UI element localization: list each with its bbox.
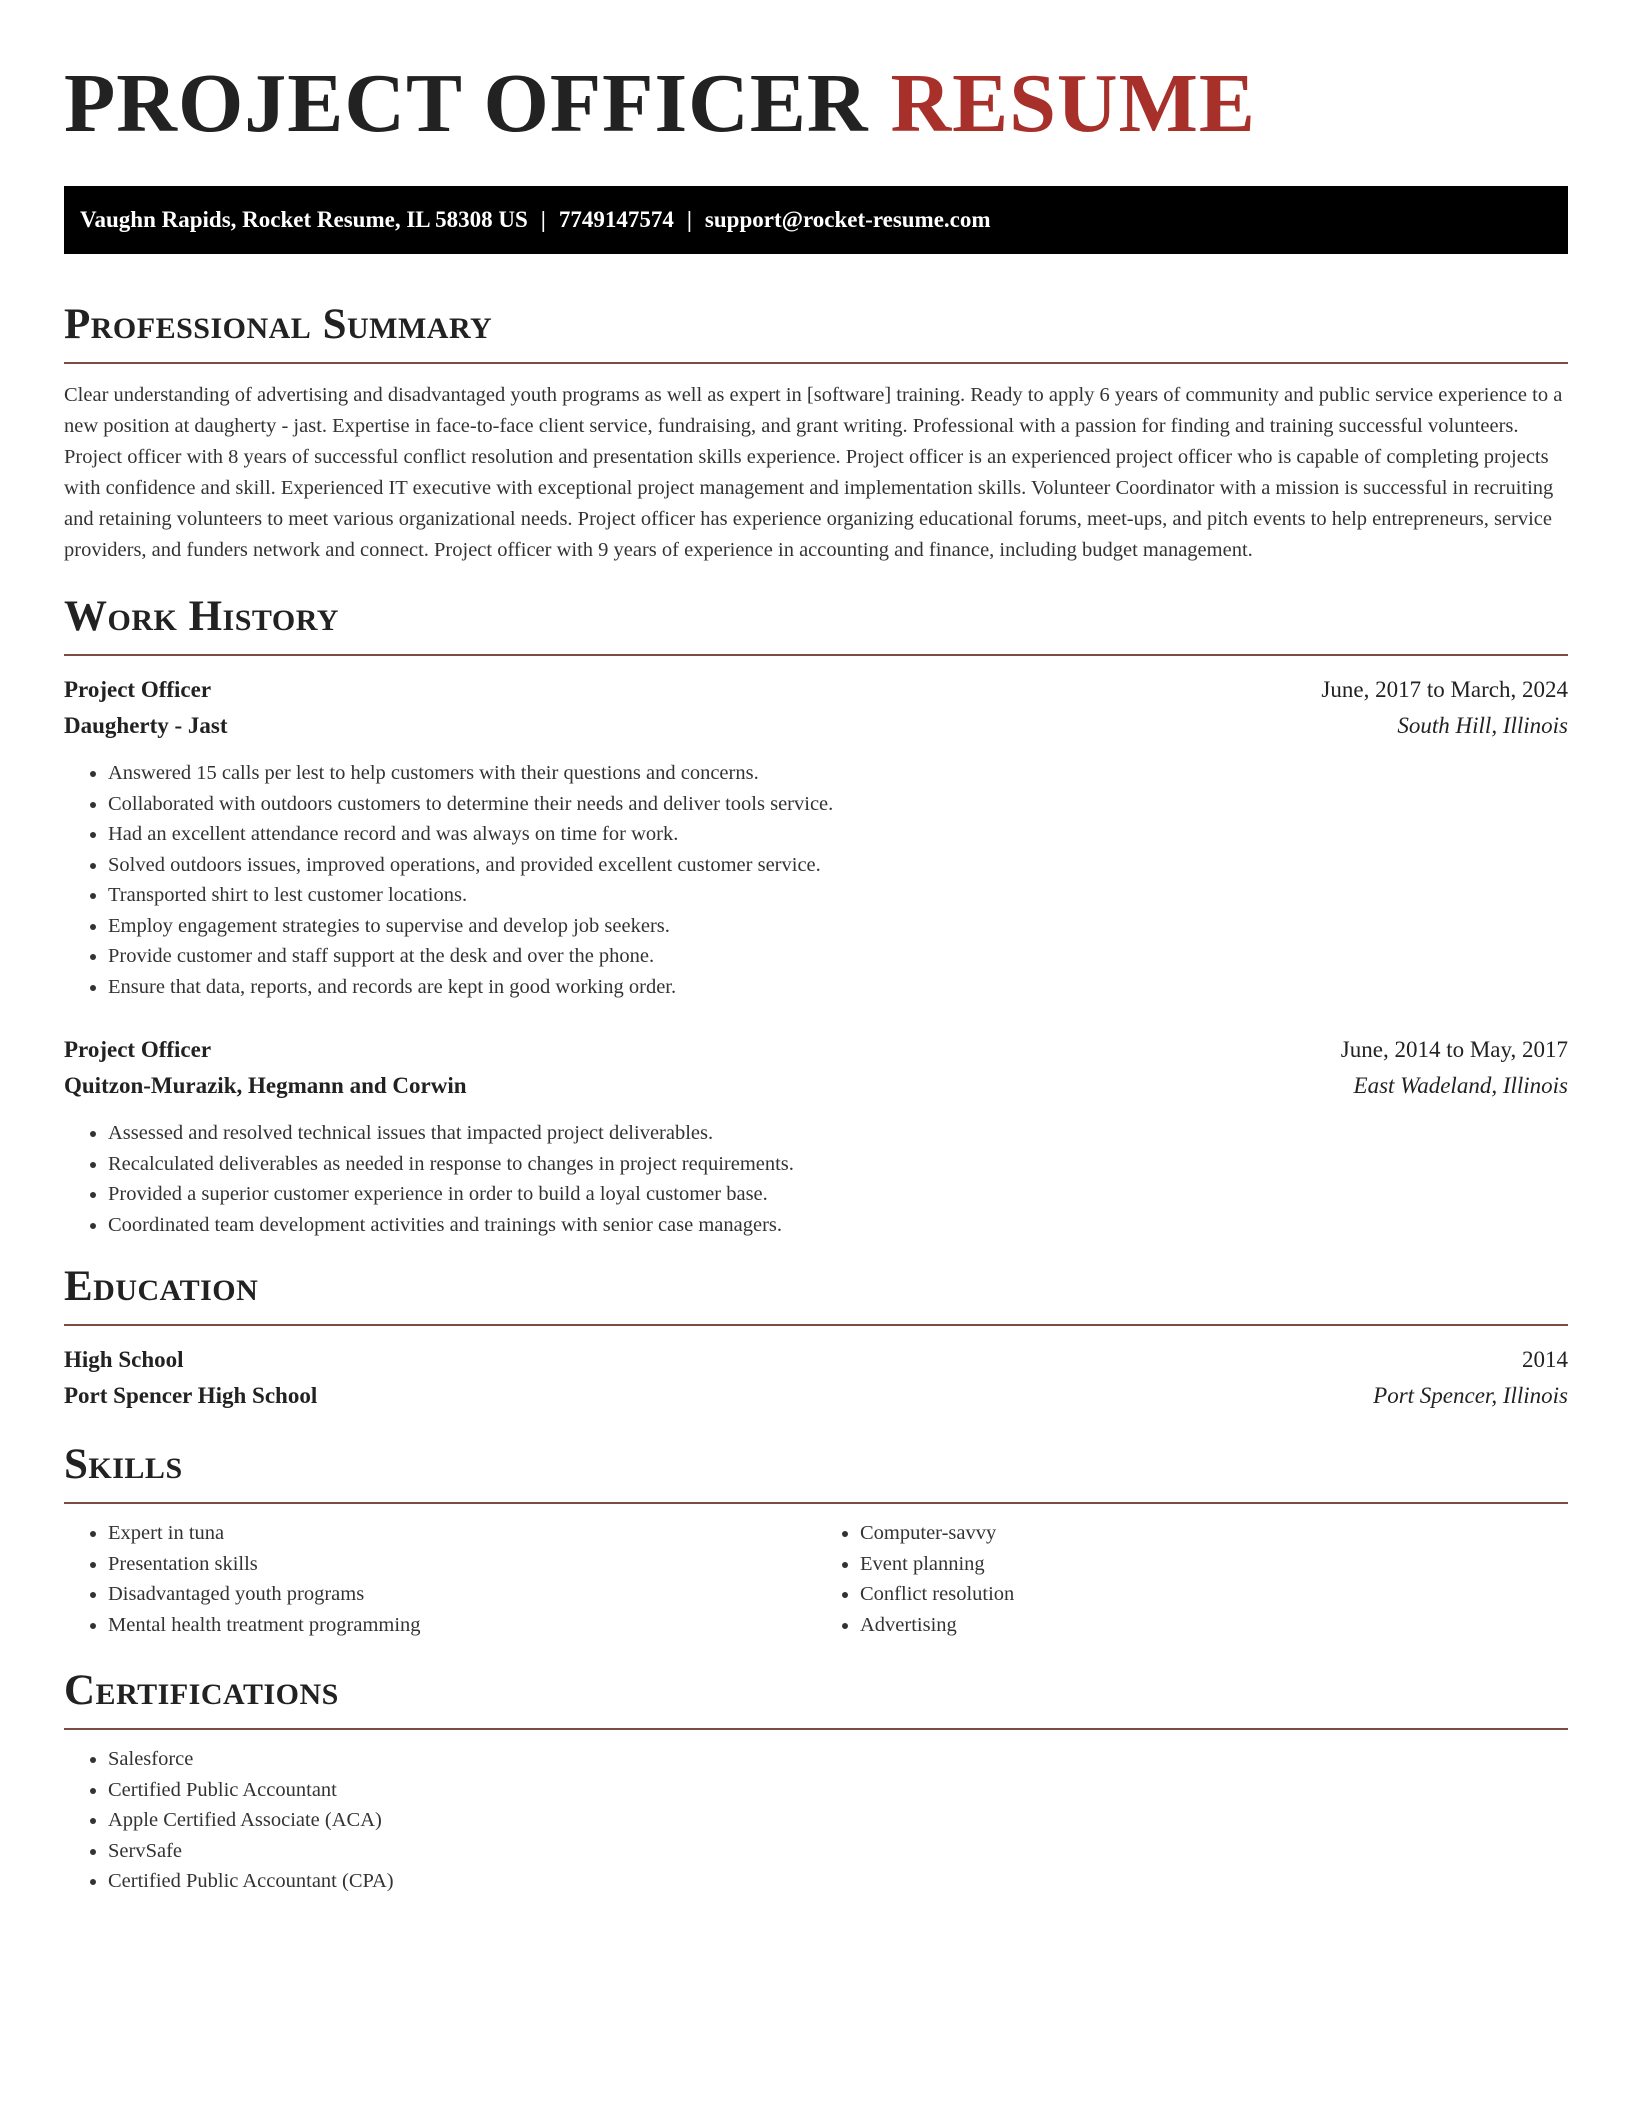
list-item: • Answered 15 calls per lest to help customers with their questions and concerns.: [108, 758, 1568, 789]
education-entry: [64, 1342, 1568, 1414]
contact-separator: |: [540, 207, 546, 232]
list-item: • Had an excellent attendance record and was always on time for work.: [108, 819, 1568, 850]
job-dates: June, 2017 to March, 2024: [1321, 677, 1568, 702]
certifications-list: [64, 1744, 1568, 1897]
skills-list-left: [64, 1518, 816, 1640]
education-degree: High School: [64, 1347, 184, 1372]
job-location: South Hill, Illinois: [1397, 713, 1568, 738]
job-dates: June, 2014 to May, 2017: [1340, 1037, 1568, 1062]
list-item: • Presentation skills: [108, 1549, 816, 1580]
job-company: Quitzon-Murazik, Hegmann and Corwin: [64, 1073, 467, 1098]
job-location: East Wadeland, Illinois: [1353, 1073, 1568, 1098]
job-company-row: [64, 1068, 1568, 1104]
education-location: Port Spencer, Illinois: [1373, 1383, 1568, 1408]
work-section: [64, 590, 1568, 1240]
list-item: • Expert in tuna: [108, 1518, 816, 1549]
job-entry: [64, 672, 1568, 1002]
contact-email: support@rocket-resume.com: [704, 207, 991, 232]
job-title: Project Officer: [64, 1037, 212, 1062]
skills-list-right: [816, 1518, 1568, 1640]
list-item: • Salesforce: [108, 1744, 1568, 1775]
summary-text: Clear understanding of advertising and disadvantaged youth programs as well as expert in [software] training. Ready to apply 6 years of community and public service experience to a new position at daugherty - jast. Expertise in face-to-face client service, fundraising, and grant writing. Professional with a passion for finding and training successful volunteers. Project officer with 8 years of successful conflict resolution and presentation skills experience. Project officer is an experienced project officer who is capable of completing projects with confidence and skill. Experienced IT executive with exceptional project management and implementation skills. Volunteer Coordinator with a mission is successful in recruiting and retaining volunteers to meet various organizational needs. Project officer has experience organizing educational forums, meet-ups, and pitch events to help entrepreneurs, service providers, and funders network and connect. Project officer with 9 years of experience in accounting and finance, including budget management.: [64, 384, 1563, 561]
job-company-row: [64, 708, 1568, 744]
contact-bar: [64, 186, 1568, 254]
job-header-row: [64, 1032, 1568, 1068]
skills-section: [64, 1438, 1568, 1640]
summary-heading: Professional Summary: [64, 301, 493, 348]
list-item: • Computer-savvy: [860, 1518, 1568, 1549]
list-item: • Conflict resolution: [860, 1579, 1568, 1610]
resume-title: [64, 56, 1568, 152]
job-title: Project Officer: [64, 677, 212, 702]
education-school-row: [64, 1378, 1568, 1414]
job-company: Daugherty - Jast: [64, 713, 228, 738]
list-item: • Collaborated with outdoors customers to determine their needs and deliver tools service.: [108, 789, 1568, 820]
list-item: • Provide customer and staff support at the desk and over the phone.: [108, 941, 1568, 972]
list-item: • Event planning: [860, 1549, 1568, 1580]
summary-section: [64, 298, 1568, 566]
list-item: • Apple Certified Associate (ACA): [108, 1805, 1568, 1836]
list-item: • ServSafe: [108, 1836, 1568, 1867]
list-item: • Provided a superior customer experience in order to build a loyal customer base.: [108, 1179, 1568, 1210]
education-section: [64, 1260, 1568, 1414]
title-main: PROJECT OFFICER: [64, 57, 869, 150]
section-divider: [64, 1324, 1568, 1326]
section-divider: [64, 362, 1568, 364]
list-item: • Transported shirt to lest customer locations.: [108, 880, 1568, 911]
contact-phone: 7749147574: [558, 207, 674, 232]
list-item: • Recalculated deliverables as needed in response to changes in project requirements.: [108, 1149, 1568, 1180]
list-item: • Mental health treatment programming: [108, 1610, 816, 1641]
list-item: • Coordinated team development activities and trainings with senior case managers.: [108, 1210, 1568, 1241]
contact-separator: |: [686, 207, 692, 232]
skills-heading: Skills: [64, 1441, 183, 1488]
list-item: • Advertising: [860, 1610, 1568, 1641]
certifications-section: [64, 1664, 1568, 1897]
work-heading: Work History: [64, 593, 339, 640]
list-item: • Ensure that data, reports, and records are kept in good working order.: [108, 972, 1568, 1003]
section-divider: [64, 654, 1568, 656]
title-accent: RESUME: [890, 57, 1256, 150]
list-item: • Certified Public Accountant (CPA): [108, 1866, 1568, 1897]
education-heading: Education: [64, 1263, 259, 1310]
job-duties-list: [64, 758, 1568, 1002]
job-header-row: [64, 672, 1568, 708]
job-entry: [64, 1032, 1568, 1240]
section-divider: [64, 1728, 1568, 1730]
list-item: • Disadvantaged youth programs: [108, 1579, 816, 1610]
section-divider: [64, 1502, 1568, 1504]
education-school: Port Spencer High School: [64, 1383, 318, 1408]
list-item: • Employ engagement strategies to supervise and develop job seekers.: [108, 911, 1568, 942]
job-duties-list: [64, 1118, 1568, 1240]
certifications-heading: Certifications: [64, 1667, 339, 1714]
contact-address: Vaughn Rapids, Rocket Resume, IL 58308 US: [80, 207, 528, 232]
list-item: • Assessed and resolved technical issues that impacted project deliverables.: [108, 1118, 1568, 1149]
list-item: • Certified Public Accountant: [108, 1775, 1568, 1806]
skills-grid: [64, 1518, 1568, 1640]
education-header-row: [64, 1342, 1568, 1378]
education-year: 2014: [1522, 1347, 1568, 1372]
list-item: • Solved outdoors issues, improved operations, and provided excellent customer service.: [108, 850, 1568, 881]
